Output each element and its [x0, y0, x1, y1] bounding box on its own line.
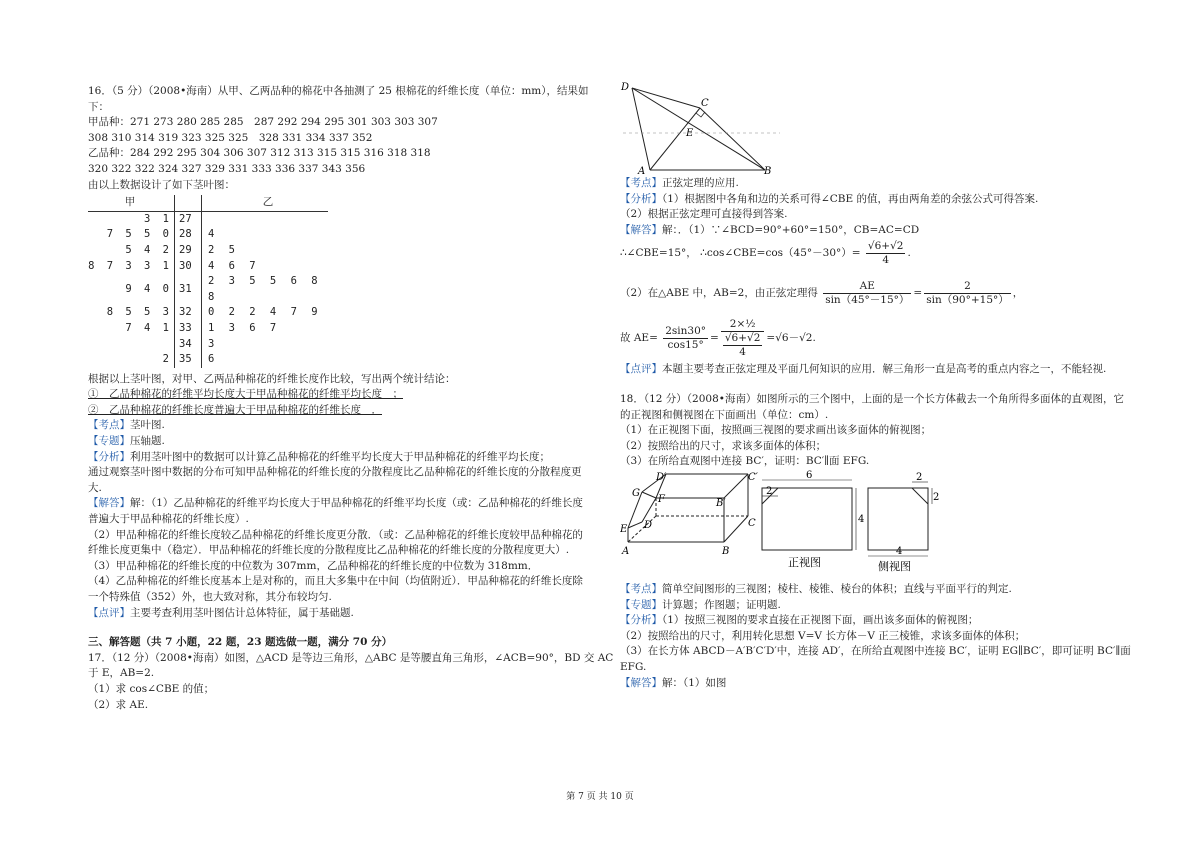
sine-law-fraction-1: [823, 280, 911, 307]
q18-fenxi-tag: 【分析】: [620, 614, 662, 627]
stem-cell-stem: 33: [175, 321, 202, 337]
yi-data-2: 320 322 322 324 327 329 331 333 336 337 343 356: [88, 162, 366, 175]
q17-jieda-2b: ∴cos∠CBE=cos（45°－30°）=: [700, 247, 861, 260]
jieda-text-7: 一个特殊值（352）外，也大致对称，其分布较均匀.: [88, 591, 332, 603]
q17-part2: （2）求 AE.: [88, 698, 149, 711]
poly-label-G: G: [632, 487, 640, 499]
sine-law-f2-num: 2: [924, 280, 1011, 294]
sine-law-f2-den: sin（90°+15°）: [926, 293, 1009, 306]
poly-label-C1: C′: [748, 471, 758, 483]
stem-row: [88, 243, 328, 259]
stem-row: [88, 352, 328, 368]
q17-jieda-tag: 【解答】: [620, 223, 662, 236]
stem-cell-stem: 35: [175, 352, 202, 368]
ae-f1-den: cos15°: [667, 338, 704, 351]
stem-leaf-table: [88, 195, 328, 368]
cos-result-num: √6+√2: [867, 239, 904, 252]
stem-cell-right: 4: [208, 228, 219, 241]
ae-result: =√6－√2.: [766, 332, 816, 345]
conclude-line: 根据以上茎叶图，对甲、乙两品种棉花的纤维长度作比较，写出两个统计结论：: [88, 372, 456, 385]
jieda-text-5: （3）甲品种棉花的纤维长度的中位数为 307mm，乙品种棉花的纤维长度的中位数为 318mm．: [88, 559, 539, 572]
stem-cell-left: 8 5 5 3: [106, 306, 172, 319]
conclusion-1: ① 乙品种棉花的纤维平均长度大于甲品种棉花的纤维平均长度 ；: [88, 388, 403, 401]
design-line: 由以上数据设计了如下茎叶图：: [88, 178, 235, 191]
right-column: D C E A B 【考点】正弦定理的应用. 【分析】（1）根据图中各角和边的关系可得∠CBE 的值，再由两角差的余弦公式可得答案. （2）根据正弦定理可直接得到答案. 【解答】解：．（1）∵∠BCD=90°+60°=150°，CB=AC=CD ∴∠CBE=15°， ∴cos∠CBE=cos（45°－30°）= $\frac{√6+√2}{4}$ . （2）在△ABE 中，AB=2，由正弦定理得 $\frac{AE}{\sin(45^\circ-15^\circ)}$ = $\frac{2}{\sin(90^\circ+15^\circ)}$ ， 故 AE= $\frac{2\sin 30^\circ}{\cos 15^\circ}$ = 2×½ √6+√2 4 =√6－√2. 【点评】本题主要考查正弦定理及平面几何知识的应用．解三角形一直是高考的重点内容之一，不能轻视. 18．（12 分）（2008•海南）如图所示的三个图中，上面的是一个长方体截去一个角所得多面体的直观图，它 的正视图和侧视图在下面画出（单位：cm）. （1）在正视图下面，按照画三视图的要求画出该多面体的俯视图； （2）按照给出的尺寸，求该多面体的体积； （3）在所给直观图中连接 BC′，证明：BC′∥面 EFG. D′ C′ G F B′ E D C A B 6 2 4 正视图 2 2 4 侧视图 【考点】简单空间图形的三视图；棱柱、棱锥、棱台的体积；直线与平面平行的判定. 【专题】计算题；作图题；证明题. 【分析】（1）按照三视图的要求直接在正视图下面，画出该多面体的俯视图； （2）按照给出的尺寸，利用转化思想 V=V 长方体－V 正三棱锥，求该多面体的体积； （3）在长方体 ABCD－A′B′C′D′中，连接 AD′，在所给直观图中连接 BC′，证明 EG∥BC′，即可证明 BC′∥面 EFG. 【解答】解：（1）如图: [620, 78, 1140, 691]
poly-label-B: B: [722, 545, 730, 557]
front-view-figure: [762, 480, 856, 550]
dianping-tag: 【点评】: [88, 606, 130, 619]
q18-line2: 的正视图和侧视图在下面画出（单位：cm）.: [620, 408, 829, 421]
stem-cell-left: 7 5 5 0: [106, 228, 172, 241]
zhuanti-text: 压轴题.: [130, 435, 165, 448]
poly-label-D1: D′: [656, 471, 667, 483]
q18-figures: [620, 470, 950, 582]
page-footer: 第 7 页 共 10 页: [566, 792, 634, 802]
q17-dianping-tag: 【点评】: [620, 363, 662, 376]
tri-label-B: B: [764, 166, 772, 176]
conclusion-2: ② 乙品种棉花的纤维长度普遍大于甲品种棉花的纤维长度 ．: [88, 403, 382, 416]
side-dim-2a: 2: [916, 471, 923, 483]
ae-f2-num: 2×½: [721, 318, 765, 332]
q17-kaodian-tag: 【考点】: [620, 177, 662, 189]
stem-cell-right: 4 6 7: [208, 259, 260, 272]
front-dim-2: 2: [766, 485, 773, 497]
stem-cell-right: 0 2 2 4 7 9: [208, 306, 322, 319]
q18-kaodian-text: 简单空间图形的三视图；棱柱、棱锥、棱台的体积；直线与平面平行的判定.: [662, 582, 1012, 595]
side-dim-2b: 2: [933, 491, 940, 503]
stem-row: [88, 337, 328, 353]
stem-cell-stem: 28: [175, 227, 202, 243]
stem-cell-right: 2 5: [208, 243, 239, 256]
left-column: [88, 84, 614, 713]
stem-row: [88, 227, 328, 243]
q17-fenxi-tag: 【分析】: [620, 192, 662, 205]
cos-result-den: 4: [882, 253, 890, 266]
stem-row: [88, 211, 328, 227]
stem-row: [88, 259, 328, 275]
jieda-text-1: 解：（1）乙品种棉花的纤维平均长度大于甲品种棉花的纤维平均长度（或：乙品种棉花的纤维长度: [130, 497, 583, 510]
jieda-text-4: 纤维长度更集中（稳定）．甲品种棉花的纤维长度的分散程度比乙品种棉花的纤维长度的分散程度更大）.: [88, 544, 570, 557]
stem-header-mid: [175, 195, 202, 211]
jieda-tag: 【解答】: [88, 497, 130, 510]
stem-cell-right: [202, 211, 329, 227]
q17-part1: （1）求 cos∠CBE 的值；: [88, 682, 215, 695]
stem-cell-stem: 34: [175, 337, 202, 353]
side-view-caption: 侧视图: [878, 559, 911, 573]
q18-zhuanti-tag: 【专题】: [620, 598, 662, 611]
section-3-heading: 三、解答题（共 7 小题，22 题，23 题选做一题，满分 70 分）: [88, 636, 393, 649]
q18-fenxi-text-4: EFG.: [620, 660, 647, 673]
ae-f2-den: [721, 332, 765, 359]
q17-line2: 于 E，AB=2.: [88, 667, 155, 680]
tri-label-D: D: [621, 82, 630, 93]
jieda-text-6: （4）乙品种棉花的纤维长度基本上是对称的，而且大多集中在中间（均值附近）．甲品种棉花的纤维长度除: [88, 575, 583, 588]
q17-fenxi-text-2: （2）根据正弦定理可直接得到答案.: [620, 208, 788, 221]
stem-cell-right: 2 3 5 5 6 8 8: [208, 275, 322, 303]
q17-kaodian-text: 正弦定理的应用.: [662, 177, 739, 189]
stem-cell-stem: 27: [175, 211, 202, 227]
q18-kaodian-tag: 【考点】: [620, 582, 662, 595]
q18-fenxi-text-3: （3）在长方体 ABCD－A′B′C′D′中，连接 AD′，在所给直观图中连接 BC′，证明 EG∥BC′，即可证明 BC′∥面: [620, 645, 1131, 658]
stem-cell-left: 8 7 3 3 1: [88, 259, 172, 272]
poly-label-F: F: [658, 493, 665, 505]
stem-cell-right: 3: [208, 337, 219, 350]
front-dim-6: 6: [806, 469, 813, 481]
side-dim-4: 4: [896, 545, 903, 557]
sine-law-f1-num: AE: [823, 280, 911, 294]
jieda-text-3: （2）甲品种棉花的纤维长度较乙品种棉花的纤维长度更分散．（或：乙品种棉花的纤维长度较甲品种棉花的: [88, 528, 583, 541]
fenxi-tag: 【分析】: [88, 450, 130, 463]
q18-part3: （3）在所给直观图中连接 BC′，证明：BC′∥面 EFG.: [620, 455, 870, 468]
q17-fenxi-text-1: （1）根据图中各角和边的关系可得∠CBE 的值，再由两角差的余弦公式可得答案.: [662, 192, 1039, 205]
q18-part1: （1）在正视图下面，按照画三视图的要求画出该多面体的俯视图；: [620, 424, 932, 437]
stem-cell-stem: 31: [175, 274, 202, 305]
q18-fenxi-text-2: （2）按照给出的尺寸，利用转化思想 V=V 长方体－V 正三棱锥，求该多面体的体积；: [620, 629, 1026, 642]
stem-cell-stem: 30: [175, 259, 202, 275]
q18-jieda-tag: 【解答】: [620, 676, 662, 689]
kaodian-text: 茎叶图.: [130, 419, 165, 432]
ae-f1-num: 2sin30°: [665, 324, 707, 337]
stem-cell-stem: 29: [175, 243, 202, 259]
q18-fenxi-text-1: （1）按照三视图的要求直接在正视图下面，画出该多面体的俯视图；: [662, 614, 979, 627]
sine-law-f1-den: sin（45°－15°）: [825, 293, 910, 306]
q18-zhuanti-text: 计算题；作图题；证明题.: [662, 598, 781, 611]
stem-cell-stem: 32: [175, 305, 202, 321]
front-dim-4: 4: [858, 513, 865, 525]
poly-label-B1: B′: [716, 497, 726, 509]
q18-line1: 18．（12 分）（2008•海南）如图所示的三个图中，上面的是一个长方体截去一个角所得多面体的直观图，它: [620, 392, 1124, 405]
ae-fraction-1: [663, 325, 708, 352]
q17-jieda-4a: 故 AE=: [620, 332, 658, 345]
stem-header-jia: 甲: [88, 195, 175, 211]
ae-fraction-2: [721, 318, 765, 359]
cos-result-fraction: [866, 240, 906, 267]
q17-jieda-2a: ∴∠CBE=15°，: [620, 247, 697, 260]
fenxi-text-1: 利用茎叶图中的数据可以计算乙品种棉花的纤维平均长度大于甲品种棉花的纤维平均长度；: [130, 450, 550, 463]
kaodian-tag: 【考点】: [88, 419, 130, 432]
stem-cell-left: 7 4 1: [125, 321, 172, 334]
triangle-figure: [620, 78, 790, 176]
stem-cell-left: 9 4 0: [125, 282, 172, 295]
fenxi-text-3: 大.: [88, 481, 102, 494]
yi-data-1: 乙品种：284 292 295 304 306 307 312 313 315 315 316 318 318: [88, 147, 431, 160]
stem-row: [88, 321, 328, 337]
tri-label-C: C: [701, 98, 709, 109]
ae-f2-den-num: √6+√2: [724, 331, 761, 344]
tri-label-E: E: [686, 128, 694, 139]
poly-label-A: A: [622, 545, 630, 557]
q17-line1: 17．（12 分）（2008•海南）如图，△ACD 是等边三角形，△ABC 是等腰直角三角形，∠ACB=90°，BD 交 AC: [88, 651, 614, 664]
tri-label-A: A: [638, 166, 646, 176]
zhuanti-tag: 【专题】: [88, 435, 130, 448]
q17-jieda-text-1: 解：．（1）∵∠BCD=90°+60°=150°，CB=AC=CD: [662, 223, 920, 236]
stem-cell-right: 6: [208, 353, 219, 366]
q18-part2: （2）按照给出的尺寸，求该多面体的体积；: [620, 439, 827, 452]
stem-header-yi: 乙: [202, 195, 329, 211]
sine-law-fraction-2: [924, 280, 1011, 307]
dianping-text: 主要考查利用茎叶图估计总体特征，属于基础题.: [130, 606, 354, 619]
jia-data-2: 308 310 314 319 323 325 325 328 331 334 337 352: [88, 131, 373, 144]
q17-jieda-3a: （2）在△ABE 中，AB=2，由正弦定理得: [620, 287, 818, 300]
stem-cell-left: 5 4 2: [125, 243, 172, 256]
stem-row: [88, 274, 328, 305]
ae-f2-den-den: 4: [739, 345, 746, 358]
stem-cell-right: 1 3 6 7: [208, 321, 281, 334]
polyhedron-figure: [628, 471, 748, 542]
stem-row: [88, 305, 328, 321]
q18-jieda-text-1: 解：（1）如图: [662, 676, 727, 689]
poly-label-C: C: [748, 517, 756, 529]
stem-cell-left: [88, 337, 175, 353]
jia-data-1: 甲品种：271 273 280 285 285 287 292 294 295 301 303 303 307: [88, 116, 438, 129]
poly-label-D: D: [644, 519, 653, 531]
q16-line1: 16．（5 分）（2008•海南）从甲、乙两品种的棉花中各抽测了 25 根棉花的纤维长度（单位：mm），结果如: [88, 85, 589, 97]
q17-dianping-text: 本题主要考查正弦定理及平面几何知识的应用．解三角形一直是高考的重点内容之一，不能轻视.: [662, 363, 1107, 376]
q16-line2: 下：: [88, 100, 109, 113]
poly-label-E: E: [620, 523, 628, 535]
side-view-figure: [868, 482, 932, 556]
jieda-text-2: 普遍大于甲品种棉花的纤维长度）.: [88, 513, 249, 526]
front-view-caption: 正视图: [788, 555, 821, 569]
stem-cell-left: 3 1: [144, 212, 172, 225]
stem-cell-left: 2: [162, 353, 172, 366]
fenxi-text-2: 通过观察茎叶图中数据的分布可知甲品种棉花的纤维长度的分散程度比乙品种棉花的纤维长度的分散程度更: [88, 466, 582, 479]
